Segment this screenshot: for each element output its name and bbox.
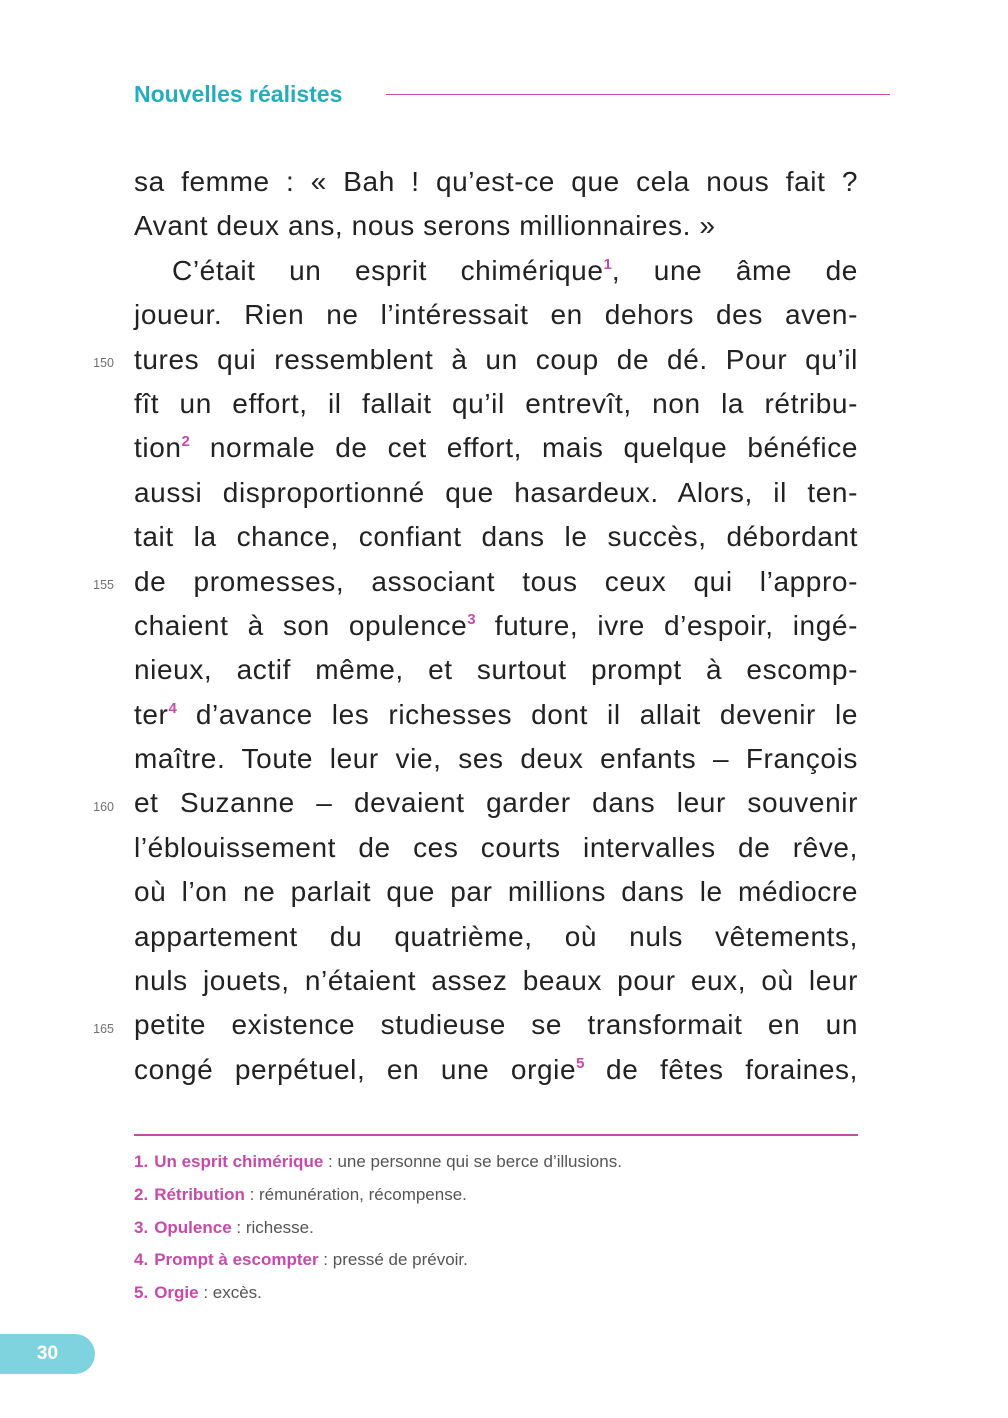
text-line: maître. Toute leur vie, ses deux enfants – François — [134, 743, 858, 775]
text-line: tures qui ressemblent à un coup de dé. Pour qu’il — [134, 343, 858, 375]
text-line: joueur. Rien ne l’intéressait en dehors des aven- — [134, 299, 858, 331]
text-line: l’éblouissement de ces courts intervalles de rêve, — [134, 831, 858, 863]
footnote-definition: : richesse. — [231, 1217, 314, 1237]
footnote-number: 1. — [134, 1152, 149, 1171]
footnote-item — [134, 1146, 858, 1179]
footnote-item — [134, 1212, 858, 1245]
text-line — [134, 1048, 858, 1092]
text-line — [134, 604, 858, 648]
text-line — [134, 693, 858, 737]
footnote-term: Prompt à escompter — [154, 1250, 319, 1270]
footnote-definition: : excès. — [198, 1283, 262, 1303]
text-line: nuls jouets, n’étaient assez beaux pour eux, où leur — [134, 965, 858, 997]
text-line: Avant deux ans, nous serons millionnaires. » — [134, 210, 716, 242]
text-line — [134, 426, 858, 470]
text-line — [134, 249, 858, 293]
text-segment: C’était un esprit chimérique — [172, 254, 604, 286]
text-line: où l’on ne parlait que par millions dans le médiocre — [134, 876, 858, 908]
line-number: 160 — [93, 800, 114, 814]
footnote-term: Orgie — [154, 1283, 199, 1303]
footnote-marker: 2 — [181, 433, 190, 451]
text-line: fît un effort, il fallait qu’il entrevît, non la rétribu- — [134, 387, 858, 419]
footnote-term: Opulence — [154, 1217, 232, 1237]
text-line: tait la chance, confiant dans le succès, débordant — [134, 521, 858, 553]
header-rule — [386, 94, 890, 95]
text-segment: tion — [134, 432, 182, 464]
footnote-marker: 4 — [168, 699, 177, 717]
footnote-definition: : une personne qui se berce d’illusions. — [323, 1152, 622, 1171]
line-number: 155 — [93, 578, 114, 592]
footnotes-rule — [134, 1134, 858, 1136]
text-line: nieux, actif même, et surtout prompt à escomp- — [134, 654, 858, 686]
footnote-number: 5. — [134, 1283, 149, 1303]
text-line: et Suzanne – devaient garder dans leur souvenir — [134, 787, 858, 819]
text-segment: de fêtes foraines, — [584, 1053, 858, 1085]
text-segment: , une âme de — [611, 254, 858, 286]
footnote-term: Rétribution — [154, 1184, 245, 1204]
text-segment: normale de cet effort, mais quelque bénéfice — [189, 432, 858, 464]
text-segment: d’avance les richesses dont il allait devenir le — [176, 698, 858, 730]
text-line: petite existence studieuse se transformait en un — [134, 1009, 858, 1041]
text-segment: chaient à son opulence — [134, 609, 468, 641]
footnotes — [134, 1146, 858, 1310]
footnote-item — [134, 1277, 858, 1310]
line-number: 165 — [93, 1022, 114, 1036]
footnote-item — [134, 1244, 858, 1277]
page-number: 30 — [36, 1343, 59, 1364]
text-line: de promesses, associant tous ceux qui l’appro- — [134, 565, 858, 597]
footnote-marker: 1 — [603, 255, 612, 273]
text-segment: congé perpétuel, en une orgie — [134, 1053, 577, 1085]
footnote-definition: : rémunération, récompense. — [244, 1184, 467, 1204]
text-line: aussi disproportionné que hasardeux. Alors, il ten- — [134, 476, 858, 508]
text-line: appartement du quatrième, où nuls vêtements, — [134, 920, 858, 952]
footnote-number: 3. — [134, 1217, 149, 1237]
text-segment: ter — [134, 698, 169, 730]
text-line: sa femme : « Bah ! qu’est-ce que cela nous fait ? — [134, 166, 858, 197]
footnote-marker: 5 — [576, 1054, 585, 1072]
footnote-number: 4. — [134, 1250, 149, 1270]
page-number-tab — [0, 1334, 95, 1374]
footnote-definition: : pressé de prévoir. — [318, 1250, 468, 1270]
line-number: 150 — [93, 356, 114, 370]
footnote-item — [134, 1179, 858, 1212]
footnote-number: 2. — [134, 1184, 149, 1204]
footnote-marker: 3 — [467, 610, 476, 628]
text-segment: future, ivre d’espoir, ingé- — [475, 609, 858, 641]
footnote-term: Un esprit chimérique — [154, 1152, 324, 1171]
running-header — [134, 78, 890, 112]
section-title: Nouvelles réalistes — [134, 81, 343, 107]
body-text — [134, 160, 858, 1092]
